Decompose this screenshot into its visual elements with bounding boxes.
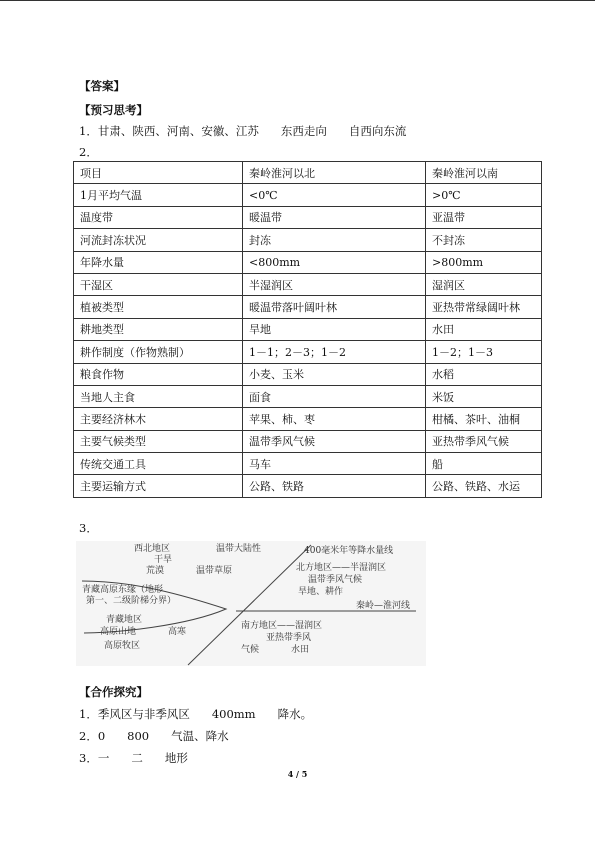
label-climate: 气候 [241,645,260,655]
label-desert: 荒漠 [146,566,165,576]
header-cell-item: 项目 [74,162,243,184]
q1-number: 1． [79,124,98,138]
answer-heading: 【答案】 [79,79,125,93]
table-row [74,206,542,228]
label-dryland: 旱地、耕作 [298,587,344,597]
table-cell-south: 米饭 [426,385,542,407]
label-subtropical-monsoon: 亚热带季风 [266,633,312,643]
table-row [74,408,542,430]
e2-answer-b: 800 [127,729,150,743]
q1-answer-a: 甘肃、陕西、河南、安徽、江苏 [97,124,259,138]
header-cell-north: 秦岭淮河以北 [243,162,426,184]
header-cell-south: 秦岭淮河以南 [426,162,542,184]
table-cell-south: 公路、铁路、水运 [426,475,542,497]
e1-number: 1． [79,707,98,721]
e1-answer-a: 季风区与非季风区 [97,707,190,721]
page-number: 4 / 5 [287,769,308,779]
table-cell-south: 亚热带常绿阔叶林 [426,296,542,318]
table-cell-north: 1－1；2－3；1－2 [243,341,426,363]
label-arid: 干旱 [154,555,173,565]
label-qingzang-region: 青藏地区 [106,615,143,625]
table-cell-south: 水田 [426,318,542,340]
table-cell-item: 耕作制度（作物熟制） [74,341,243,363]
table-cell-south: >800mm [426,251,542,273]
comparison-table [73,161,542,498]
e3-number: 3． [79,751,98,765]
table-row [74,453,542,475]
label-temperate-continental: 温带大陆性 [216,544,262,554]
table-cell-south: 不封冻 [426,229,542,251]
table-cell-south: 船 [426,453,542,475]
label-paddy: 水田 [291,645,310,655]
label-northwest: 西北地区 [134,544,171,554]
label-plateau-edge: 青藏高原东缘（地形 [82,585,164,595]
table-cell-south: 亚温带 [426,206,542,228]
e1-answer-b: 400mm [211,707,256,721]
table-cell-south: 柑橘、茶叶、油桐 [426,408,542,430]
label-plateau-mountain: 高原山地 [100,627,137,637]
table-cell-north: <800mm [243,251,426,273]
table-cell-north: 公路、铁路 [243,475,426,497]
e3-answer-b: 二 [131,751,143,765]
table-cell-north: 面食 [243,385,426,407]
table-cell-item: 主要气候类型 [74,430,243,452]
e2-answer-c: 气温、降水 [171,729,229,743]
table-row [74,385,542,407]
table-cell-item: 温度带 [74,206,243,228]
label-qinling-huaihe: 秦岭—淮河线 [356,601,411,611]
e3-answer-c: 地形 [164,751,188,765]
table-header-row [74,162,542,184]
label-plateau-pasture: 高原牧区 [104,641,141,651]
table-cell-north: 暖温带 [243,206,426,228]
explore-q1 [79,707,312,721]
table-row [74,318,542,340]
explore-q2 [79,729,229,743]
table-row [74,229,542,251]
label-alpine-cold: 高寒 [168,627,187,637]
table-row [74,430,542,452]
table-cell-south: 湿润区 [426,273,542,295]
table-row [74,184,542,206]
top-rule [0,0,595,1]
table-cell-item: 1月平均气温 [74,184,243,206]
e2-answer-a: 0 [97,729,106,743]
table-cell-south: 1－2；1－3 [426,341,542,363]
q1-answer-c: 自西向东流 [348,124,407,138]
preview-q3-number: 3． [79,521,98,535]
table-cell-north: <0℃ [243,184,426,206]
table-cell-south: >0℃ [426,184,542,206]
e3-answer-a: 一 [97,751,110,765]
table-cell-north: 封冻 [243,229,426,251]
preview-q1 [79,124,406,138]
table-cell-item: 粮食作物 [74,363,243,385]
q1-answer-b: 东西走向 [280,124,327,138]
label-north-region: 北方地区——半湿润区 [296,563,387,573]
table-cell-north: 小麦、玉米 [243,363,426,385]
table-row [74,363,542,385]
concept-diagram [76,541,426,666]
explore-q3 [79,751,188,765]
table-cell-north: 半湿润区 [243,273,426,295]
label-temperate-monsoon: 温带季风气候 [308,575,363,585]
table-cell-item: 主要经济林木 [74,408,243,430]
table-cell-item: 传统交通工具 [74,453,243,475]
label-temperate-grassland: 温带草原 [196,566,233,576]
table-cell-item: 干湿区 [74,273,243,295]
explore-heading: 【合作探究】 [79,685,148,699]
e1-answer-c: 降水。 [277,707,313,721]
table-row [74,251,542,273]
label-south-region: 南方地区——湿润区 [241,621,323,631]
table-cell-item: 植被类型 [74,296,243,318]
preview-heading: 【预习思考】 [79,103,148,117]
table-row [74,273,542,295]
table-row [74,341,542,363]
table-cell-south: 水稻 [426,363,542,385]
table-cell-item: 耕地类型 [74,318,243,340]
preview-q2-number: 2． [79,145,98,159]
table-cell-item: 主要运输方式 [74,475,243,497]
table-cell-item: 河流封冻状况 [74,229,243,251]
table-cell-north: 旱地 [243,318,426,340]
e2-number: 2． [79,729,98,743]
label-400mm-isohyet: 400毫米年等降水量线 [304,546,394,556]
table-cell-item: 当地人主食 [74,385,243,407]
table-cell-north: 温带季风气候 [243,430,426,452]
table-cell-north: 暖温带落叶阔叶林 [243,296,426,318]
label-step-boundary: 第一、二级阶梯分界） [86,596,177,606]
table-cell-north: 苹果、柿、枣 [243,408,426,430]
table-row [74,296,542,318]
table-cell-item: 年降水量 [74,251,243,273]
table-cell-north: 马车 [243,453,426,475]
table-row [74,475,542,497]
table-cell-south: 亚热带季风气候 [426,430,542,452]
